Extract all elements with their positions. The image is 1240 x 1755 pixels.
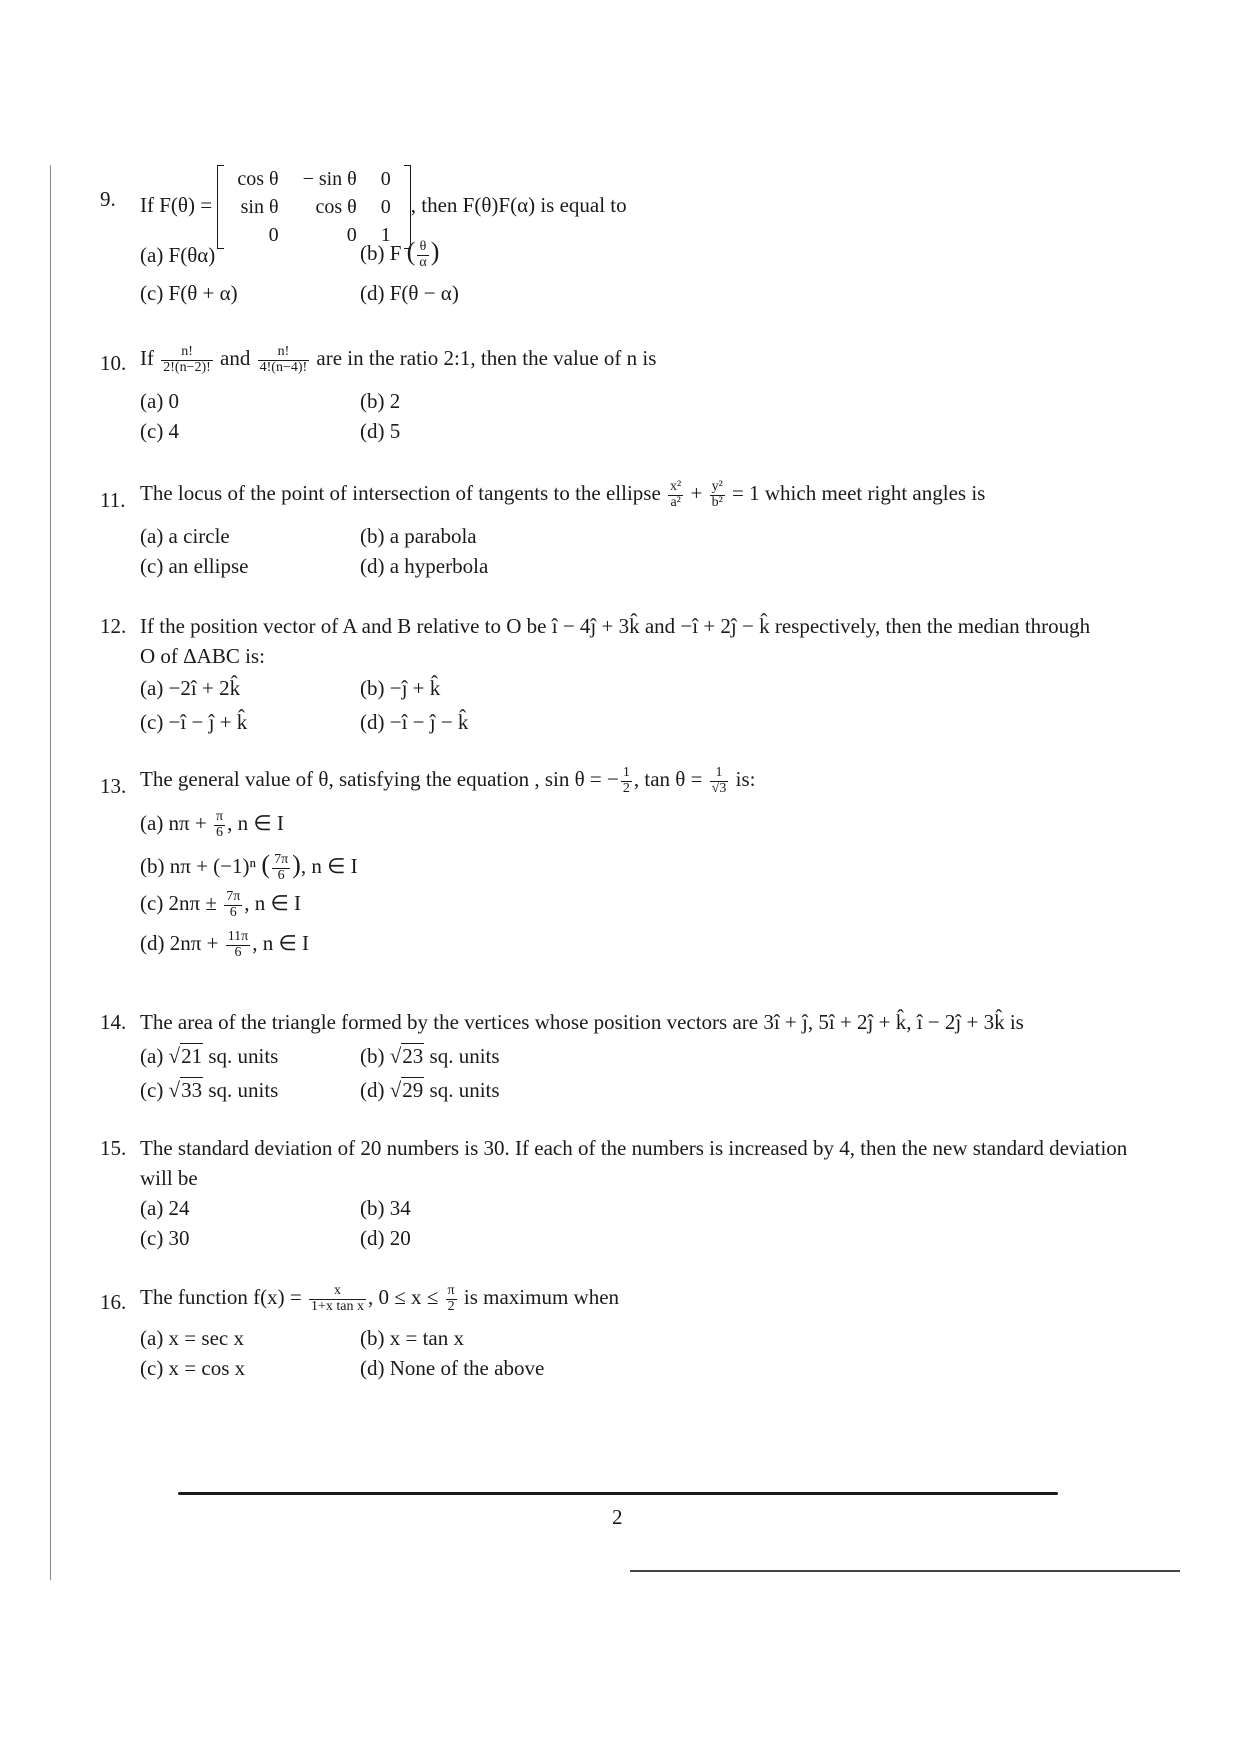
option-suffix: sq. units	[424, 1078, 500, 1102]
radicand: 23	[402, 1044, 424, 1068]
question-number: 14.	[100, 1010, 127, 1034]
matrix-cell: 0	[380, 168, 391, 190]
option-fraction	[224, 890, 242, 920]
option-b: (b) 34	[360, 1196, 411, 1220]
matrix-row	[225, 193, 402, 221]
question-stem: The area of the triangle formed by the vertices whose position vectors are 3î + ĵ, 5î + 2ĵ + k̂, î − 2ĵ + 3k̂ is	[140, 1010, 1024, 1034]
option-prefix: (d) √	[360, 1078, 402, 1102]
stem-rest: is:	[735, 767, 756, 791]
fraction-numerator: n!	[161, 345, 213, 361]
option-d: (d) a hyperbola	[360, 554, 489, 578]
question-number: 9.	[100, 187, 116, 211]
fraction-2	[258, 345, 310, 375]
question-stem	[140, 766, 755, 796]
fraction-denominator: α	[419, 254, 427, 270]
option-suffix: , n ∈ I	[227, 811, 284, 835]
option-c: (c) x = cos x	[140, 1356, 246, 1380]
radicand: 21	[181, 1044, 203, 1068]
option-suffix: sq. units	[424, 1044, 500, 1068]
fraction-denominator: 6	[277, 867, 285, 883]
option-prefix: (b) √	[360, 1044, 402, 1068]
option-suffix: sq. units	[203, 1044, 279, 1068]
option-c: (c) −î − ĵ + k̂	[140, 710, 248, 734]
option-suffix: , n ∈ I	[252, 931, 310, 955]
option-d	[140, 930, 309, 960]
option-fraction	[214, 810, 225, 840]
option-a	[140, 810, 284, 840]
option-d: (d) F(θ − α)	[360, 281, 459, 305]
stem-text: The general value of θ, satisfying the equation , sin θ = −	[140, 767, 619, 791]
stem-mid: , 0 ≤ x ≤	[367, 1285, 439, 1309]
question-number: 16.	[100, 1290, 127, 1314]
option-b: (b) F ( $\frac{\theta}{\alpha}$ )	[360, 237, 440, 270]
option-prefix: (c) √	[140, 1078, 181, 1102]
option-prefix: (c) 2nπ ±	[140, 891, 217, 915]
fraction-pi-over-2	[446, 1284, 457, 1314]
option-suffix: , n ∈ I	[300, 854, 358, 878]
option-c: (c) 30	[140, 1226, 190, 1250]
option-c: (c) F(θ + α)	[140, 281, 238, 305]
option-a: (a) a circle	[140, 524, 230, 548]
option-d: (d) −î − ĵ − k̂	[360, 710, 469, 734]
question-number: 15.	[100, 1136, 127, 1160]
matrix-cell: 0	[268, 224, 279, 246]
fraction-numerator: 7π	[226, 889, 241, 904]
fraction-numerator: y²	[711, 479, 723, 494]
fraction-denominator: 2	[622, 780, 630, 796]
question-number: 11.	[100, 488, 126, 512]
option-b: (b) nπ + (−1)ⁿ ( $\frac{7\pi}{6}$ ), n ∈ I	[140, 850, 358, 883]
stem-and: and	[220, 346, 251, 370]
option-b	[360, 1044, 500, 1069]
page-number: 2	[612, 1505, 623, 1529]
option-d: (d) 5	[360, 419, 401, 443]
option-suffix: sq. units	[203, 1078, 279, 1102]
option-a: (a) −2î + 2k̂	[140, 676, 241, 700]
option-c: (c) 4	[140, 419, 180, 443]
fraction-denominator: 2!(n−2)!	[163, 359, 211, 375]
stem-mid: , tan θ =	[633, 767, 703, 791]
matrix-cell: cos θ	[237, 168, 279, 190]
question-stem	[140, 345, 656, 375]
stem-text: The locus of the point of intersection of tangents to the ellipse	[140, 481, 661, 505]
stem-rest: is maximum when	[463, 1285, 620, 1309]
matrix-row	[225, 165, 402, 193]
option-suffix: , n ∈ I	[244, 891, 302, 915]
stem-text: The function f(x) =	[140, 1285, 302, 1309]
option-prefix: (a) √	[140, 1044, 181, 1068]
stem-rest: = 1 which meet right angles is	[732, 481, 986, 505]
option-d: (d) 20	[360, 1226, 411, 1250]
option-c: (c) an ellipse	[140, 554, 249, 578]
option-prefix: (a) nπ +	[140, 811, 207, 835]
option-a: (a) F(θα)	[140, 243, 216, 267]
option-prefix: (b) nπ + (−1)ⁿ	[140, 854, 257, 878]
matrix-cell: sin θ	[240, 196, 279, 218]
fraction-denominator: 2	[447, 1298, 455, 1314]
fraction-numerator: 1	[710, 766, 729, 782]
fraction-denominator: a²	[670, 494, 681, 510]
matrix-cell: cos θ	[315, 196, 357, 218]
fraction-numerator: π	[216, 809, 224, 824]
option-b: (b) −ĵ + k̂	[360, 676, 441, 700]
fraction-x2-a2	[668, 480, 683, 510]
bottom-rule	[630, 1570, 1180, 1572]
fraction-y2-b2	[710, 480, 725, 510]
matrix-cell: 1	[380, 224, 391, 246]
matrix-cell: 0	[380, 196, 391, 218]
fraction-denominator: 6	[234, 944, 242, 960]
fraction-numerator: 11π	[227, 929, 249, 944]
fraction-denominator: 6	[229, 904, 237, 920]
stem-line-1: If the position vector of A and B relative to O be î − 4ĵ + 3k̂ and −î + 2ĵ − k̂ respectively, then the median through	[140, 614, 1091, 638]
option-prefix: (d) 2nπ +	[140, 931, 219, 955]
question-number: 12.	[100, 614, 127, 638]
matrix-cell: 0	[346, 224, 357, 246]
radicand: 33	[181, 1078, 203, 1102]
question-stem	[140, 1284, 619, 1314]
fraction-denominator: 6	[216, 824, 224, 840]
option-b: (b) x = tan x	[360, 1326, 464, 1350]
option-fraction	[226, 930, 251, 960]
question-number: 13.	[100, 774, 127, 798]
stem-plus: +	[690, 481, 703, 505]
fraction-numerator: θ	[417, 240, 428, 256]
option-b-prefix: (b) F	[360, 241, 402, 265]
option-b: (b) a parabola	[360, 524, 477, 548]
option-c	[140, 1078, 278, 1103]
fraction-denominator: √3	[711, 780, 727, 796]
fraction-numerator: 7π	[274, 852, 289, 867]
matrix-left-bracket	[217, 165, 224, 249]
question-number: 10.	[100, 351, 127, 375]
stem-prefix: If F(θ) =	[140, 192, 213, 217]
fraction-numerator: x²	[670, 479, 682, 494]
option-c	[140, 890, 301, 920]
fraction-denominator: 1+x tan x	[310, 1298, 364, 1314]
fraction-denominator: 4!(n−4)!	[259, 359, 308, 375]
matrix-cell: − sin θ	[302, 168, 357, 190]
stem-if: If	[140, 346, 154, 370]
fraction-one-half	[621, 766, 632, 796]
option-d	[360, 1078, 500, 1103]
radicand: 29	[402, 1078, 424, 1102]
fraction-function	[309, 1284, 366, 1314]
fraction-denominator: b²	[711, 494, 723, 510]
stem-suffix: , then F(θ)F(α) is equal to	[410, 192, 627, 217]
stem-line-2: O of ΔABC is:	[140, 644, 265, 668]
fraction-numerator: π	[447, 1283, 455, 1298]
option-a: (a) 0	[140, 389, 180, 413]
stem-rest: are in the ratio 2:1, then the value of n is	[316, 346, 657, 370]
fraction-numerator: n!	[258, 345, 310, 361]
fraction-numerator: 1	[622, 765, 630, 780]
fraction-numerator: x	[309, 1284, 366, 1300]
question-stem	[140, 480, 985, 510]
option-a: (a) x = sec x	[140, 1326, 244, 1350]
option-a: (a) 24	[140, 1196, 190, 1220]
option-a	[140, 1044, 278, 1069]
fraction-1	[161, 345, 213, 375]
stem-line-2: will be	[140, 1166, 198, 1190]
option-fraction	[272, 853, 290, 883]
option-b: (b) 2	[360, 389, 401, 413]
left-margin-rule	[50, 165, 51, 1580]
fraction-one-over-root3	[710, 766, 729, 796]
option-d: (d) None of the above	[360, 1356, 545, 1380]
footer-rule	[178, 1492, 1058, 1495]
stem-line-1: The standard deviation of 20 numbers is 30. If each of the numbers is increased by 4, then the new standard deviation	[140, 1136, 1128, 1160]
